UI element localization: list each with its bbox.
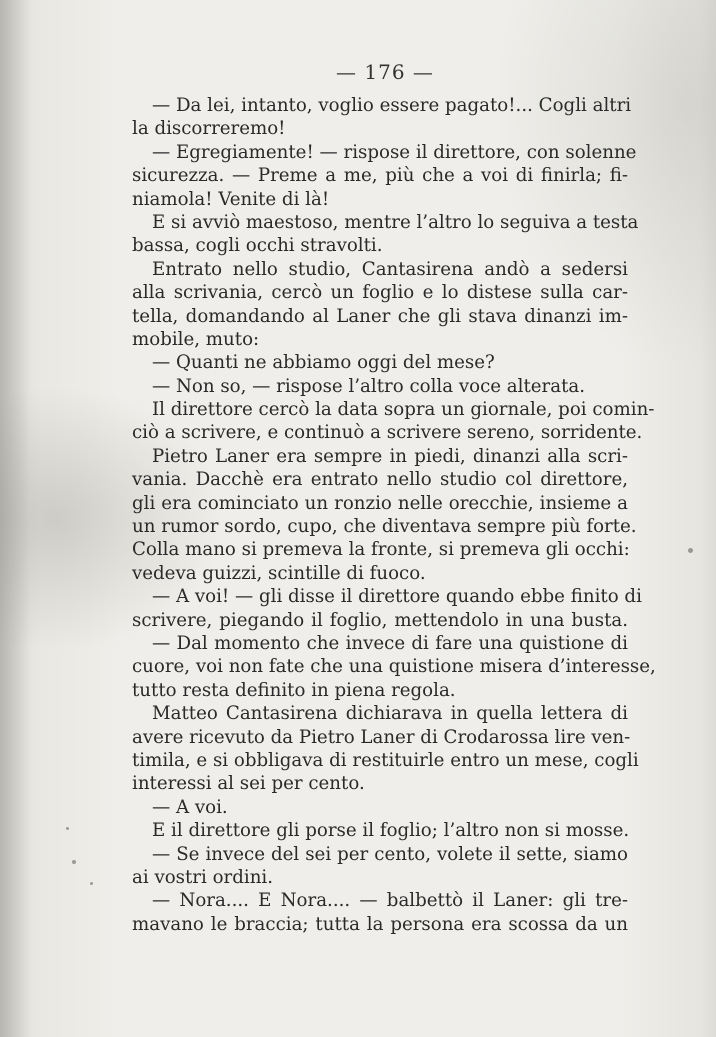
text-line: Matteo Cantasirena dichiarava in quella lettera di bbox=[152, 703, 628, 725]
text-line: ai vostri ordini. bbox=[132, 866, 274, 888]
text-line: — Quanti ne abbiamo oggi del mese? bbox=[152, 352, 495, 374]
text-line: Il direttore cercò la data sopra un giornale, poi comin- bbox=[152, 399, 655, 421]
text-line: — Egregiamente! — rispose il direttore, con solenne bbox=[152, 141, 637, 163]
text-line: la discorreremo! bbox=[132, 118, 286, 140]
text-line: E si avviò maestoso, mentre l’altro lo seguiva a testa bbox=[152, 211, 639, 233]
body-text bbox=[132, 94, 656, 936]
text-line: sicurezza. — Preme a me, più che a voi di finirla; fi- bbox=[132, 165, 628, 187]
text-line: — Nora.... E Nora.... — balbettò il Laner: gli tre- bbox=[152, 890, 628, 912]
text-line: mobile, muto: bbox=[132, 328, 260, 350]
text-line: ciò a scrivere, e continuò a scrivere sereno, sorridente. bbox=[132, 422, 643, 444]
text-line: un rumor sordo, cupo, che diventava sempre più forte. bbox=[132, 516, 637, 538]
page-number: — 176 — bbox=[336, 60, 434, 84]
paper-speck bbox=[66, 827, 69, 830]
text-line: — Se invece del sei per cento, volete il sette, siamo bbox=[152, 843, 628, 865]
text-line: cuore, voi non fate che una quistione misera d’interesse, bbox=[132, 656, 656, 678]
text-line: — Da lei, intanto, voglio essere pagato!... Cogli altri bbox=[152, 95, 632, 116]
text-line: vedeva guizzi, scintille di fuoco. bbox=[132, 562, 426, 584]
text-line: gli era cominciato un ronzio nelle orecchie, insieme a bbox=[132, 492, 628, 514]
text-line: E il direttore gli porse il foglio; l’altro non si mosse. bbox=[152, 820, 630, 842]
text-line: avere ricevuto da Pietro Laner di Crodarossa lire ven- bbox=[132, 726, 631, 748]
text-line: timila, e si obbligava di restituirle entro un mese, cogli bbox=[132, 749, 639, 771]
paper-speck bbox=[72, 860, 76, 864]
page-gutter-shadow bbox=[0, 0, 30, 1037]
text-line: Colla mano si premeva la fronte, si premeva gli occhi: bbox=[132, 539, 630, 561]
text-line: interessi al sei per cento. bbox=[132, 773, 365, 795]
text-line: scrivere, piegando il foglio, mettendolo in una busta. bbox=[132, 609, 628, 631]
text-line: bassa, cogli occhi stravolti. bbox=[132, 235, 383, 257]
text-line: tutto resta definito in piena regola. bbox=[132, 679, 456, 701]
text-line: alla scrivania, cercò un foglio e lo distese sulla car- bbox=[132, 282, 628, 304]
text-line: Pietro Laner era sempre in piedi, dinanzi alla scri- bbox=[152, 445, 628, 467]
paper-speck bbox=[688, 548, 693, 553]
text-line: — Non so, — rispose l’altro colla voce alterata. bbox=[152, 375, 586, 397]
text-line: — A voi. bbox=[152, 796, 228, 818]
text-line: tella, domandando al Laner che gli stava dinanzi im- bbox=[132, 305, 628, 327]
text-line: Entrato nello studio, Cantasirena andò a sedersi bbox=[152, 258, 628, 280]
text-line: — A voi! — gli disse il direttore quando ebbe finito di bbox=[152, 586, 642, 608]
text-line: niamola! Venite di là! bbox=[132, 188, 330, 210]
text-line: vania. Dacchè era entrato nello studio col direttore, bbox=[132, 469, 628, 491]
text-line: mavano le braccia; tutta la persona era scossa da un bbox=[132, 913, 628, 935]
paper-speck bbox=[90, 882, 93, 885]
text-line: — Dal momento che invece di fare una quistione di bbox=[152, 632, 628, 654]
